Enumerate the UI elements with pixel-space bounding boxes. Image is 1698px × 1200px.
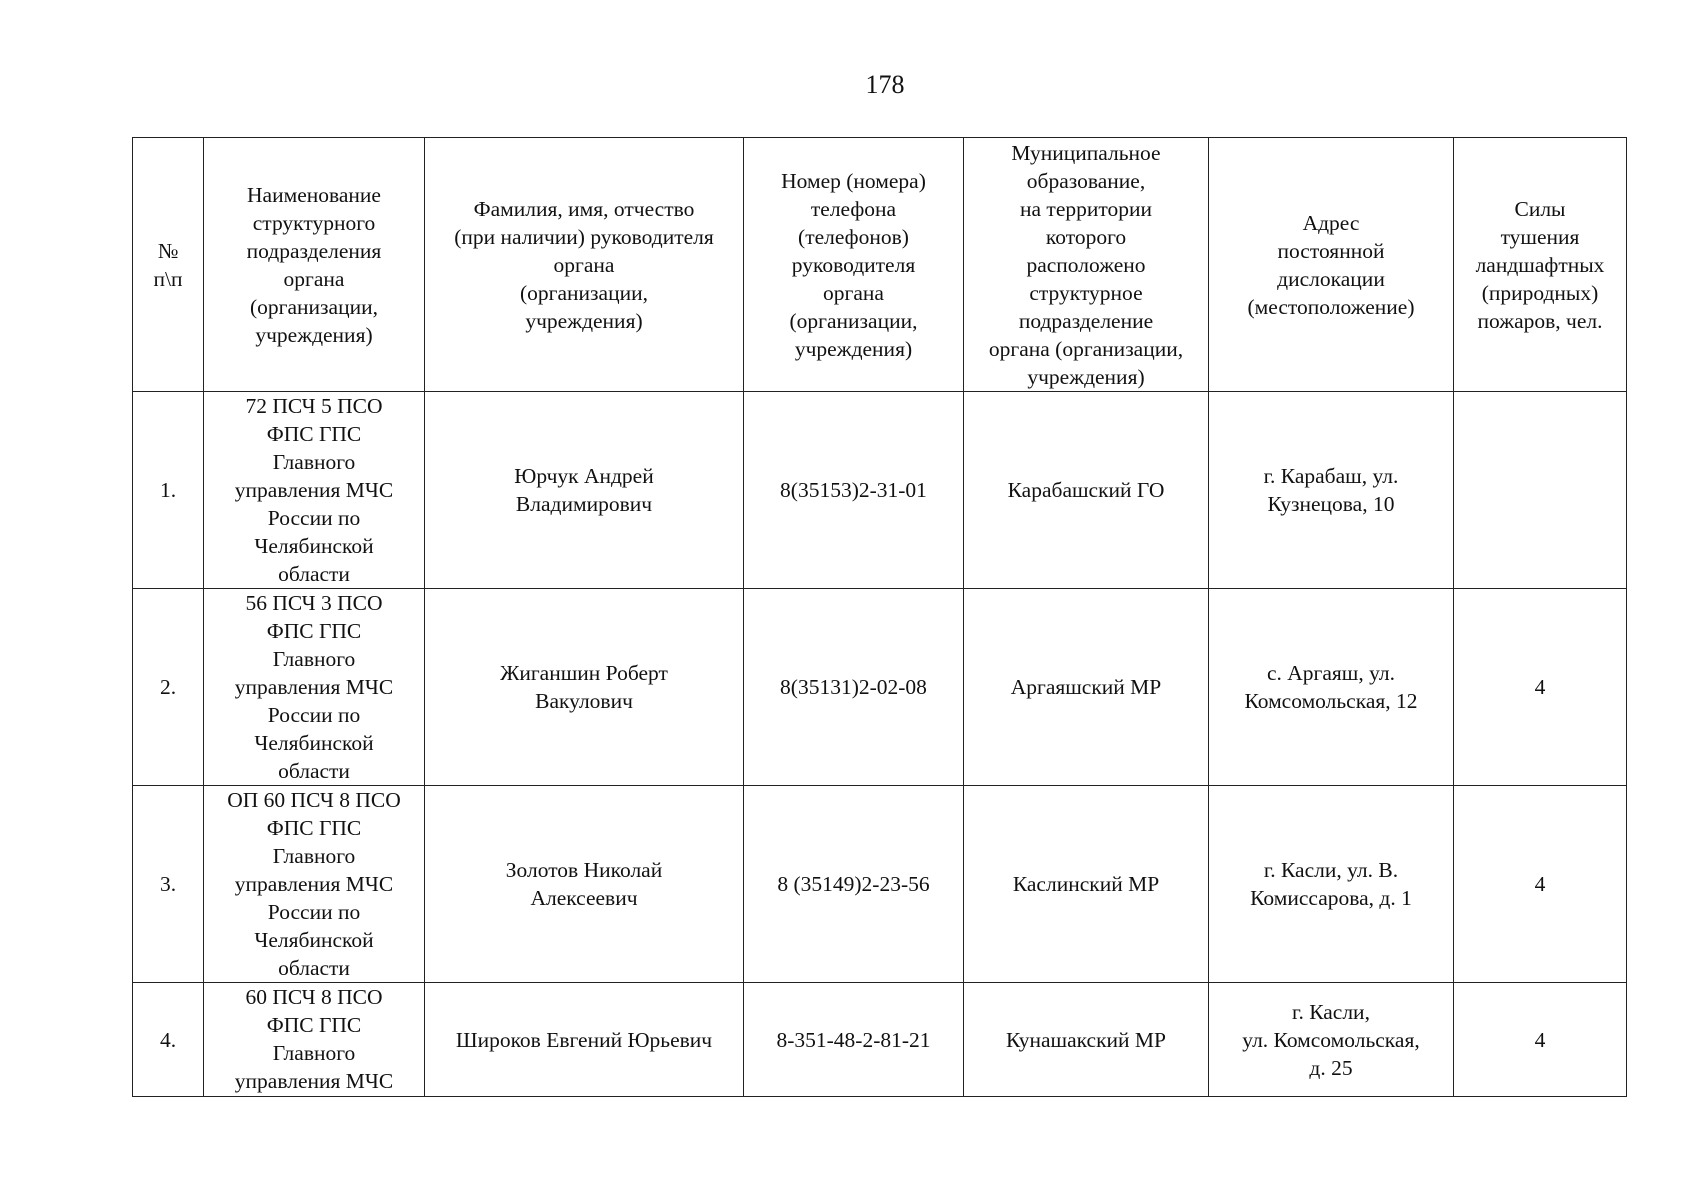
- row-address: г. Касли, ул. Комсомольская, д. 25: [1209, 983, 1454, 1097]
- header-forces: Силы тушения ландшафтных (природных) пожаров, чел.: [1454, 138, 1627, 392]
- header-address: Адрес постоянной дислокации (местоположение): [1209, 138, 1454, 392]
- row-municipality: Кунашакский МР: [964, 983, 1209, 1097]
- row-phone: 8(35153)2-31-01: [744, 392, 964, 589]
- table-row: [133, 392, 1627, 589]
- page-number: 178: [865, 70, 905, 99]
- row-unit-name: 56 ПСЧ 3 ПСО ФПС ГПС Главного управления МЧС России по Челябинской области: [204, 589, 425, 786]
- row-address: с. Аргаяш, ул. Комсомольская, 12: [1209, 589, 1454, 786]
- row-phone: 8 (35149)2-23-56: [744, 786, 964, 983]
- row-number: 3.: [133, 786, 204, 983]
- row-head-name: Широков Евгений Юрьевич: [425, 983, 744, 1097]
- header-head-name: Фамилия, имя, отчество (при наличии) руководителя органа (организации, учреждения): [425, 138, 744, 392]
- table-row: [133, 589, 1627, 786]
- row-phone: 8(35131)2-02-08: [744, 589, 964, 786]
- header-number: № п\п: [133, 138, 204, 392]
- header-municipality: Муниципальное образование, на территории которого расположено структурное подразделение органа (организации, учреждения): [964, 138, 1209, 392]
- units-table: [132, 137, 1627, 1097]
- header-unit-name: Наименование структурного подразделения органа (организации, учреждения): [204, 138, 425, 392]
- row-forces: 4: [1454, 983, 1627, 1097]
- row-head-name: Юрчук Андрей Владимирович: [425, 392, 744, 589]
- row-number: 4.: [133, 983, 204, 1097]
- row-unit-name: 72 ПСЧ 5 ПСО ФПС ГПС Главного управления МЧС России по Челябинской области: [204, 392, 425, 589]
- row-forces: [1454, 392, 1627, 589]
- table-row: [133, 983, 1627, 1097]
- row-number: 1.: [133, 392, 204, 589]
- row-phone: 8-351-48-2-81-21: [744, 983, 964, 1097]
- row-municipality: Карабашский ГО: [964, 392, 1209, 589]
- row-municipality: Аргаяшский МР: [964, 589, 1209, 786]
- row-number: 2.: [133, 589, 204, 786]
- row-forces: 4: [1454, 589, 1627, 786]
- row-unit-name: ОП 60 ПСЧ 8 ПСО ФПС ГПС Главного управления МЧС России по Челябинской области: [204, 786, 425, 983]
- header-phone: Номер (номера) телефона (телефонов) руководителя органа (организации, учреждения): [744, 138, 964, 392]
- row-forces: 4: [1454, 786, 1627, 983]
- row-address: г. Касли, ул. В. Комиссарова, д. 1: [1209, 786, 1454, 983]
- row-head-name: Золотов Николай Алексеевич: [425, 786, 744, 983]
- row-address: г. Карабаш, ул. Кузнецова, 10: [1209, 392, 1454, 589]
- table-header-row: [133, 138, 1627, 392]
- row-head-name: Жиганшин Роберт Вакулович: [425, 589, 744, 786]
- row-unit-name: 60 ПСЧ 8 ПСО ФПС ГПС Главного управления МЧС: [204, 983, 425, 1097]
- row-municipality: Каслинский МР: [964, 786, 1209, 983]
- table-row: [133, 786, 1627, 983]
